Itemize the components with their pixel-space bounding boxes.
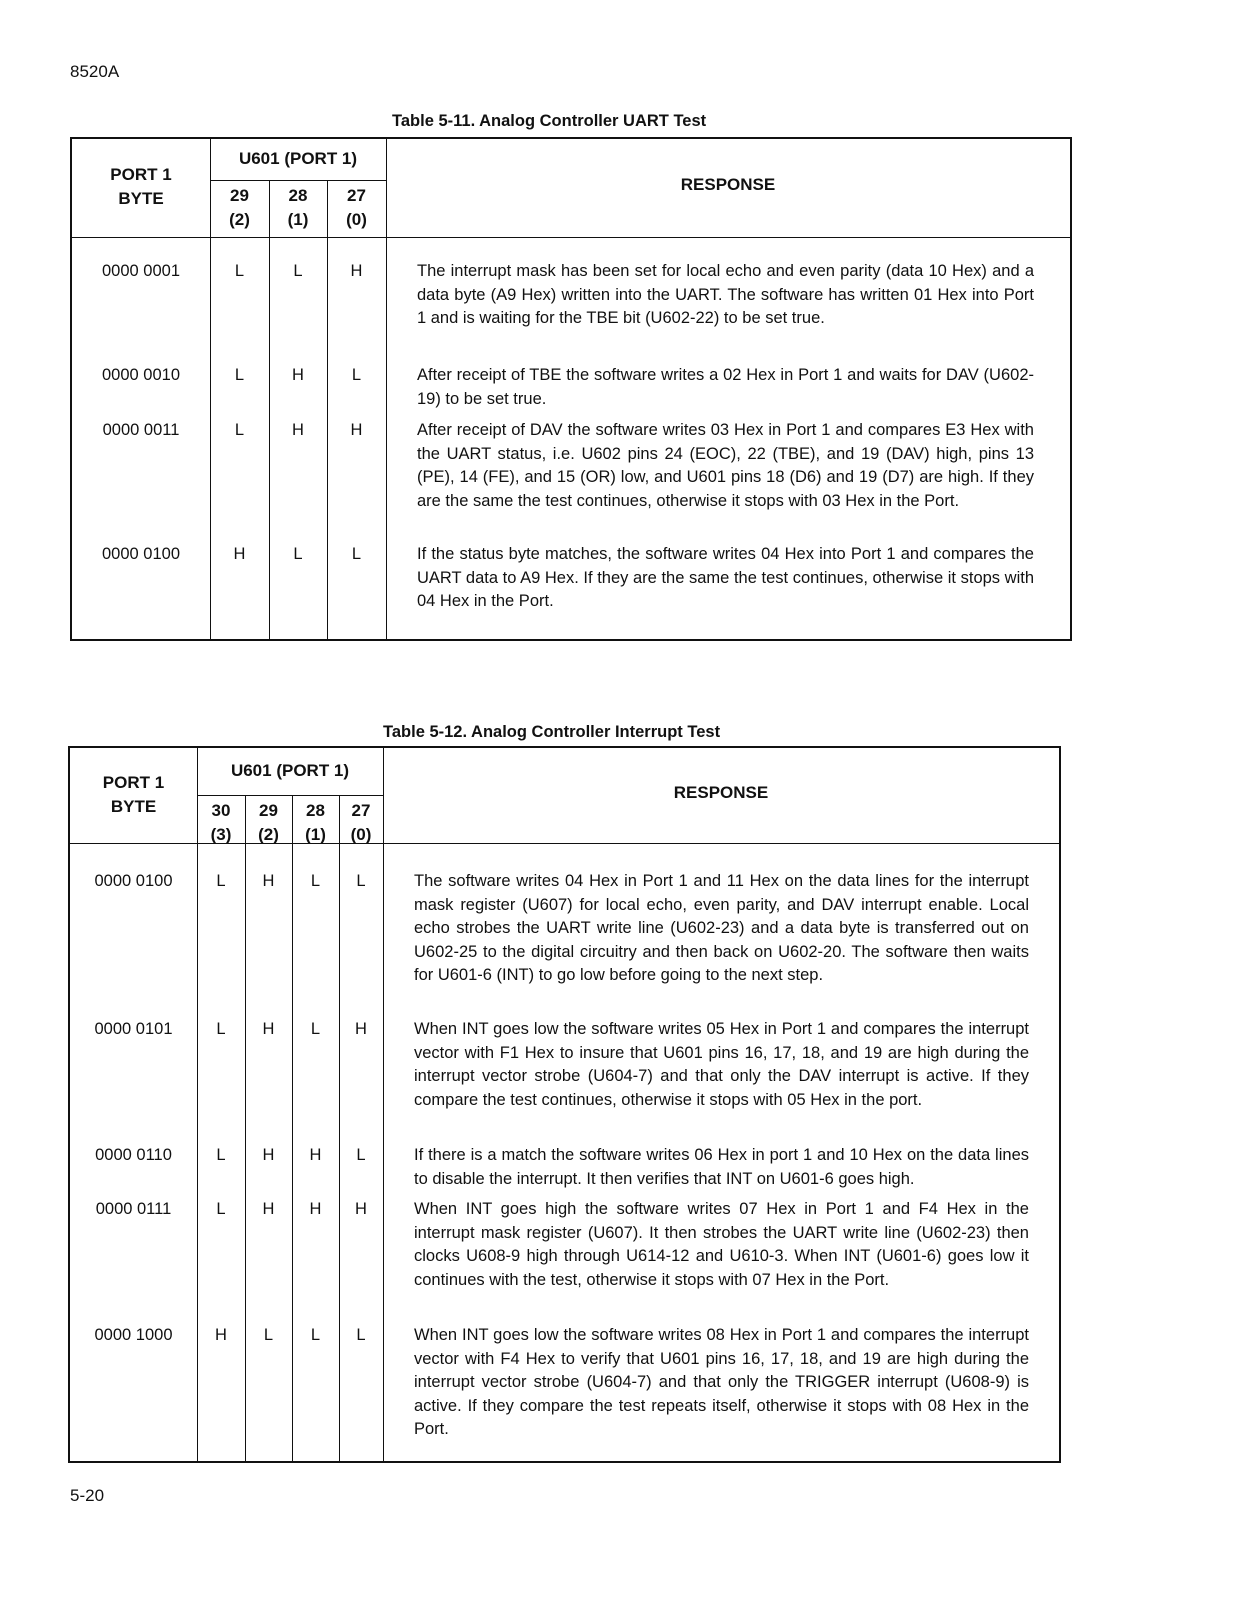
header-response: RESPONSE bbox=[680, 175, 776, 194]
bit-state: H bbox=[309, 1200, 322, 1218]
bit-state: H bbox=[355, 1020, 367, 1038]
bit-state: H bbox=[215, 1326, 227, 1344]
bit-state: L bbox=[310, 1326, 321, 1344]
bit-state: L bbox=[356, 1326, 366, 1344]
bit-state: H bbox=[262, 1146, 275, 1164]
response-text: After receipt of TBE the software writes a 02 Hex in Port 1 and waits for DAV (U602-19) to be set true. bbox=[417, 366, 1034, 408]
column-divider bbox=[269, 180, 270, 639]
column-divider bbox=[386, 139, 387, 639]
bit-state: H bbox=[350, 262, 363, 280]
column-divider bbox=[327, 180, 328, 639]
bit-state: H bbox=[262, 872, 275, 890]
header-subdivider bbox=[197, 795, 383, 796]
bit-state: H bbox=[355, 1200, 367, 1218]
bit-state: L bbox=[356, 1146, 366, 1164]
bit-state: H bbox=[292, 421, 304, 439]
port-byte-value: 0000 1000 bbox=[94, 1326, 173, 1344]
bit-state: L bbox=[356, 872, 366, 890]
response-text: If there is a match the software writes 06 Hex in port 1 and 10 Hex on the data lines to disable the interrupt. It then verifies that INT on U601-6 goes high. bbox=[414, 1146, 1029, 1188]
bit-state: L bbox=[216, 1020, 226, 1038]
response-text: After receipt of DAV the software writes 03 Hex in Port 1 and compares E3 Hex with the UART status, i.e. U602 pins 24 (EOC), 22 (TBE), and 19 (DAV) high, pins 13 (PE), 14 (FE), and 15 (OR) low, and U601 pins 18 (D6) and 19 (D7) are high. If they are the same the test continues, otherwise it stops with 03 Hex in the Port. bbox=[417, 421, 1034, 510]
column-divider bbox=[245, 795, 246, 1461]
header-bit: 27 (0) bbox=[350, 801, 372, 844]
header-bit: 28 (1) bbox=[305, 801, 326, 844]
column-divider bbox=[292, 795, 293, 1461]
bit-state: L bbox=[234, 366, 245, 384]
response-text: If the status byte matches, the software writes 04 Hex into Port 1 and compares the UART data to A9 Hex. If they are the same the test continues, otherwise it stops with 04 Hex in the Port. bbox=[417, 545, 1034, 610]
bit-state: H bbox=[309, 1146, 322, 1164]
bit-state: L bbox=[310, 872, 321, 890]
header-port-byte: PORT 1 BYTE bbox=[102, 772, 165, 816]
table-caption: Table 5-11. Analog Controller UART Test bbox=[392, 112, 707, 130]
header-bit: 27 (0) bbox=[346, 186, 367, 229]
column-divider bbox=[197, 748, 198, 1461]
port-byte-value: 0000 0001 bbox=[102, 262, 180, 280]
bit-state: H bbox=[262, 1200, 275, 1218]
table-caption: Table 5-12. Analog Controller Interrupt Test bbox=[383, 723, 721, 741]
data-table bbox=[68, 746, 1061, 1463]
bit-state: L bbox=[310, 1020, 321, 1038]
response-text: When INT goes high the software writes 07 Hex in Port 1 and F4 Hex in the interrupt mask register (U607). It then strobes the UART write line (U602-23) then clocks U608-9 high through U614-12 and U610-3. When INT (U601-6) goes low it continues with the test, otherwise it stops with 07 Hex in the Port. bbox=[414, 1200, 1029, 1289]
header-subdivider bbox=[210, 180, 386, 181]
header-port-byte: PORT 1 BYTE bbox=[110, 165, 172, 208]
bit-state: L bbox=[216, 1146, 226, 1164]
header-bit: 30 (3) bbox=[210, 801, 232, 844]
bit-state: L bbox=[293, 545, 303, 563]
header-u601-group: U601 (PORT 1) bbox=[230, 760, 350, 780]
port-byte-value: 0000 0100 bbox=[102, 545, 180, 563]
response-text: When INT goes low the software writes 08 Hex in Port 1 and compares the interrupt vector with F4 Hex to verify that U601 pins 16, 17, 18, and 19 are high during the interrupt vector strobe (U604-7) and that only the TRIGGER interrupt (U608-9) is active. If they compare the test repeats itself, otherwise it stops with 08 Hex in the Port. bbox=[414, 1326, 1029, 1438]
response-text: The interrupt mask has been set for local echo and even parity (data 10 Hex) and a data byte (A9 Hex) written into the UART. The software has written 01 Hex into Port 1 and is waiting for the TBE bit (U602-22) to be set true. bbox=[417, 262, 1034, 327]
response-text: When INT goes low the software writes 05 Hex in Port 1 and compares the interrupt vector with F1 Hex to insure that U601 pins 16, 17, 18, and 19 are high during the interrupt vector strobe (U604-7) and that only the DAV interrupt is active. If they compare the test continues, otherwise it stops with 05 Hex in the port. bbox=[414, 1020, 1029, 1109]
header-bit: 29 (2) bbox=[258, 801, 279, 844]
column-divider bbox=[383, 748, 384, 1461]
bit-state: L bbox=[351, 545, 362, 563]
port-byte-value: 0000 0111 bbox=[95, 1200, 172, 1218]
bit-state: L bbox=[351, 366, 362, 384]
header-divider bbox=[72, 237, 1070, 238]
column-divider bbox=[339, 795, 340, 1461]
port-byte-value: 0000 0110 bbox=[95, 1146, 172, 1164]
bit-state: H bbox=[233, 545, 246, 563]
header-bit: 29 (2) bbox=[229, 186, 250, 229]
response-text: The software writes 04 Hex in Port 1 and 11 Hex on the data lines for the interrupt mask register (U607) for local echo, even parity, and DAV interrupt enable. Local echo strobes the UART write line (U602-23) and a data byte is transferred out on U602-25 to the digital circuitry and then back on U602-20. The software then waits for U601-6 (INT) to go low before going to the next step. bbox=[414, 872, 1029, 984]
bit-state: H bbox=[292, 366, 304, 384]
bit-state: L bbox=[263, 1326, 274, 1344]
bit-state: L bbox=[234, 262, 245, 280]
port-byte-value: 0000 0100 bbox=[94, 872, 173, 890]
header-u601-group: U601 (PORT 1) bbox=[238, 148, 358, 168]
bit-state: L bbox=[234, 421, 245, 439]
bit-state: H bbox=[262, 1020, 275, 1038]
page-header: 8520A bbox=[70, 62, 120, 81]
bit-state: H bbox=[350, 421, 363, 439]
port-byte-value: 0000 0101 bbox=[94, 1020, 173, 1038]
page-number: 5-20 bbox=[70, 1486, 105, 1505]
port-byte-value: 0000 0010 bbox=[102, 366, 180, 384]
port-byte-value: 0000 0011 bbox=[102, 421, 180, 439]
header-bit: 28 (1) bbox=[287, 186, 309, 229]
bit-state: L bbox=[216, 1200, 226, 1218]
data-table bbox=[70, 137, 1072, 641]
bit-state: L bbox=[293, 262, 303, 280]
bit-state: L bbox=[216, 872, 226, 890]
header-response: RESPONSE bbox=[673, 782, 769, 802]
